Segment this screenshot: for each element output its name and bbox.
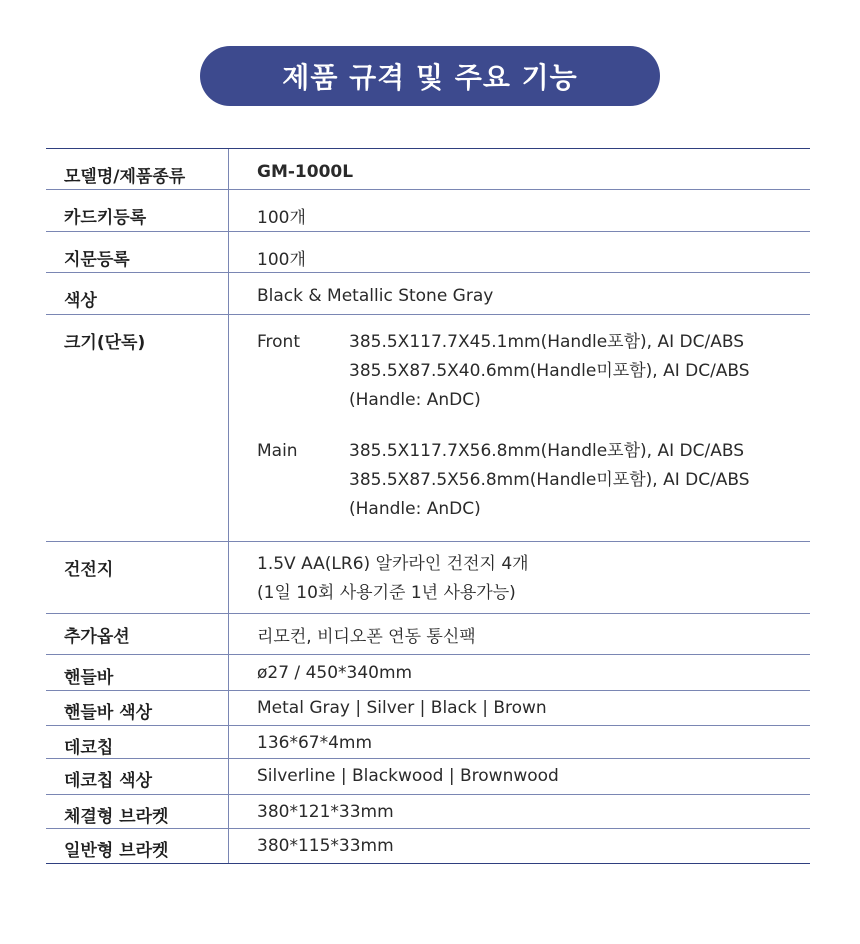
size-line: 385.5X87.5X56.8mm(Handle미포함), AI DC/ABS [349, 470, 750, 490]
size-line: 385.5X117.7X45.1mm(Handle포함), AI DC/ABS [349, 332, 744, 352]
spec-label: 지문등록 [46, 232, 229, 272]
spec-label: 카드키등록 [46, 190, 229, 231]
spec-value: GM-1000L [257, 162, 354, 182]
spec-value: 리모컨, 비디오폰 연동 통신팩 [257, 627, 476, 647]
size-line: 385.5X117.7X56.8mm(Handle포함), AI DC/ABS [349, 441, 744, 461]
spec-value: 136*67*4mm [257, 733, 373, 753]
spec-value: Black & Metallic Stone Gray [257, 286, 494, 306]
battery-line: (1일 10회 사용기준 1년 사용가능) [257, 583, 516, 603]
spec-label: 체결형 브라켓 [46, 795, 229, 828]
spec-label: 건전지 [46, 542, 229, 613]
spec-row-fingerprint [46, 232, 810, 273]
spec-row-decochip-color [46, 759, 810, 795]
battery-line: 1.5V AA(LR6) 알카라인 건전지 4개 [257, 554, 529, 574]
spec-row-color [46, 273, 810, 315]
size-line: (Handle: AnDC) [349, 499, 481, 519]
spec-label: 색상 [46, 273, 229, 314]
spec-value: Metal Gray | Silver | Black | Brown [257, 698, 547, 718]
spec-value: 100개 [257, 208, 306, 228]
spec-row-handlebar [46, 655, 810, 691]
spec-row-size [46, 315, 810, 542]
spec-row-cardkey [46, 190, 810, 232]
spec-value-battery [229, 542, 810, 613]
spec-row-model [46, 149, 810, 190]
size-group-front [257, 328, 810, 415]
spec-value: 100개 [257, 250, 306, 270]
page-title: 제품 규격 및 주요 기능 [200, 46, 660, 106]
spec-label: 데코칩 [46, 726, 229, 758]
spec-value: 380*121*33mm [257, 802, 394, 822]
spec-label: 핸들바 [46, 655, 229, 690]
size-group-key: Main [257, 441, 298, 461]
spec-label: 일반형 브라켓 [46, 829, 229, 863]
spec-value-size [229, 315, 810, 541]
spec-value: ø27 / 450*340mm [257, 663, 413, 683]
spec-label: 모델명/제품종류 [46, 149, 229, 189]
spec-label: 추가옵션 [46, 614, 229, 654]
size-line: 385.5X87.5X40.6mm(Handle미포함), AI DC/ABS [349, 361, 750, 381]
spec-row-handlebar-color [46, 691, 810, 726]
size-group-key: Front [257, 332, 300, 352]
size-line: (Handle: AnDC) [349, 390, 481, 410]
spec-row-bracket-standard [46, 829, 810, 863]
spec-table [46, 148, 810, 864]
spec-label: 데코칩 색상 [46, 759, 229, 794]
spec-row-battery [46, 542, 810, 614]
spec-row-bracket-fastened [46, 795, 810, 829]
spec-row-options [46, 614, 810, 655]
spec-label: 핸들바 색상 [46, 691, 229, 725]
size-group-main [257, 437, 810, 524]
spec-value: 380*115*33mm [257, 836, 394, 856]
spec-label: 크기(단독) [46, 315, 229, 541]
spec-row-decochip [46, 726, 810, 759]
spec-value: Silverline | Blackwood | Brownwood [257, 766, 559, 786]
